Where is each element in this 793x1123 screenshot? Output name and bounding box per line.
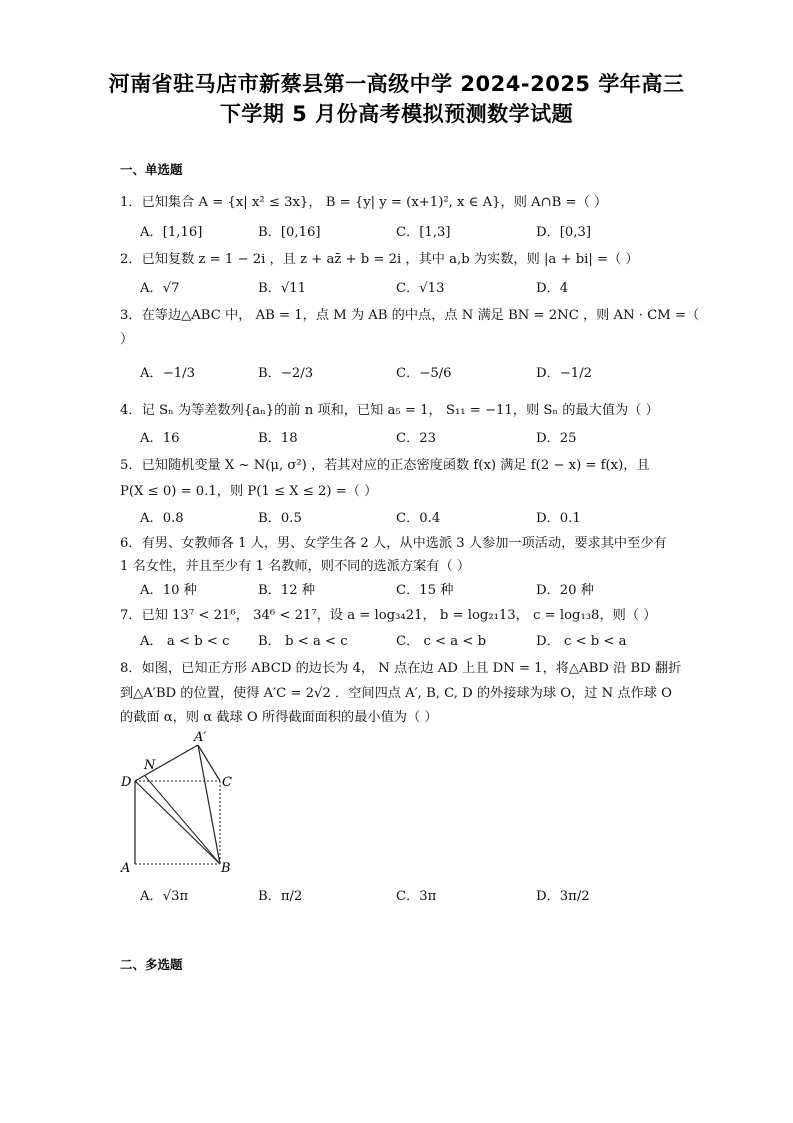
question-7-option-b: B． b < a < c — [258, 634, 348, 649]
question-1-option-d: D．[0,3] — [536, 225, 592, 240]
question-5-stem: 5．已知随机变量 X ~ N(μ, σ²) ，若其对应的正态密度函数 f(x) 满足 f(2 − x) = f(x)，且 — [120, 458, 650, 473]
question-6-option-d: D．20 种 — [536, 583, 594, 598]
question-2-option-a: A．√7 — [140, 281, 180, 296]
label-c: C — [222, 775, 232, 790]
question-3-option-b: B．−2/3 — [258, 366, 314, 381]
question-5-option-d: D．0.1 — [536, 511, 581, 526]
question-1-option-b: B．[0,16] — [258, 225, 321, 240]
question-2-stem: 2．已知复数 z = 1 − 2i ，且 z + az̄ + b = 2i ，其中 a,b 为实数，则 |a + bi| =（ ） — [120, 252, 639, 267]
question-1-option-a: A．[1,16] — [140, 225, 203, 240]
question-2-option-d: D．4 — [536, 281, 569, 296]
question-7-option-a: A． a < b < c — [140, 634, 230, 649]
label-d: D — [121, 775, 132, 790]
question-3-option-d: D．−1/2 — [536, 366, 593, 381]
question-5-option-a: A．0.8 — [140, 511, 184, 526]
question-5-stem-cont: P(X ≤ 0) = 0.1，则 P(1 ≤ X ≤ 2) =（ ） — [120, 484, 378, 499]
question-8-figure — [118, 728, 248, 876]
question-5-option-b: B．0.5 — [258, 511, 302, 526]
question-1-option-c: C．[1,3] — [396, 225, 451, 240]
question-3-option-a: A．−1/3 — [140, 366, 195, 381]
page-title-line2: 下学期 5 月份高考模拟预测数学试题 — [219, 102, 574, 126]
question-8-option-a: A．√3π — [140, 889, 189, 904]
question-6-option-a: A．10 种 — [140, 583, 197, 598]
label-a-prime: A′ — [194, 730, 207, 745]
question-6-option-b: B．12 种 — [258, 583, 316, 598]
question-8-stem-cont2: 的截面 α，则 α 截球 O 所得截面面积的最小值为（ ） — [120, 710, 438, 725]
section-heading-multi-choice: 二、多选题 — [120, 957, 183, 972]
question-4-option-a: A．16 — [140, 431, 180, 446]
question-7-option-d: D． c < b < a — [536, 634, 627, 649]
question-7-stem: 7．已知 13⁷ < 21⁶， 34⁶ < 21⁷，设 a = log₃₄21， b = log₂₁13， c = log₁₃8，则（ ） — [120, 608, 657, 623]
label-n: N — [144, 758, 156, 773]
section-heading-single-choice: 一、单选题 — [120, 162, 183, 177]
question-6-option-c: C．15 种 — [396, 583, 454, 598]
question-1-stem: 1．已知集合 A = {x| x² ≤ 3x}， B = {y| y = (x+1)², x ∈ A}，则 A∩B =（ ） — [120, 195, 608, 210]
label-a: A — [121, 861, 131, 876]
question-6-stem: 6．有男、女教师各 1 人，男、女学生各 2 人，从中选派 3 人参加一项活动，要求其中至少有 — [120, 536, 667, 551]
question-8-option-d: D．3π/2 — [536, 889, 590, 904]
question-7-option-c: C． c < a < b — [396, 634, 487, 649]
question-3-stem: 3．在等边△ABC 中， AB = 1，点 M 为 AB 的中点，点 N 满足 BN = 2NC ，则 AN · CM =（ — [120, 308, 700, 323]
question-2-option-b: B．√11 — [258, 281, 307, 296]
question-8-option-b: B．π/2 — [258, 889, 303, 904]
question-5-option-c: C．0.4 — [396, 511, 441, 526]
segment-n-b — [145, 776, 220, 864]
geometry-diagram — [118, 728, 248, 876]
question-4-option-b: B．18 — [258, 431, 298, 446]
question-4-option-d: D．25 — [536, 431, 577, 446]
question-3-stem-cont: ） — [120, 332, 134, 347]
question-3-option-c: C．−5/6 — [396, 366, 452, 381]
question-8-stem: 8．如图，已知正方形 ABCD 的边长为 4， N 点在边 AD 上且 DN = 1，将△ABD 沿 BD 翻折 — [120, 661, 682, 676]
question-4-option-c: C．23 — [396, 431, 437, 446]
question-8-option-c: C．3π — [396, 889, 437, 904]
page-title-line1: 河南省驻马店市新蔡县第一高级中学 2024-2025 学年高三 — [108, 72, 685, 96]
question-2-option-c: C．√13 — [396, 281, 445, 296]
question-8-stem-cont1: 到△A′BD 的位置，使得 A′C = 2√2 ．空间四点 A′, B, C, D 的外接球为球 O，过 N 点作球 O — [120, 686, 672, 701]
label-b: B — [221, 861, 231, 876]
question-4-stem: 4．记 Sₙ 为等差数列{aₙ}的前 n 项和，已知 a₅ = 1， S₁₁ = −11，则 Sₙ 的最大值为（ ） — [120, 403, 659, 418]
question-6-stem-cont: 1 名女性，并且至少有 1 名教师，则不同的选派方案有（ ） — [120, 559, 471, 574]
